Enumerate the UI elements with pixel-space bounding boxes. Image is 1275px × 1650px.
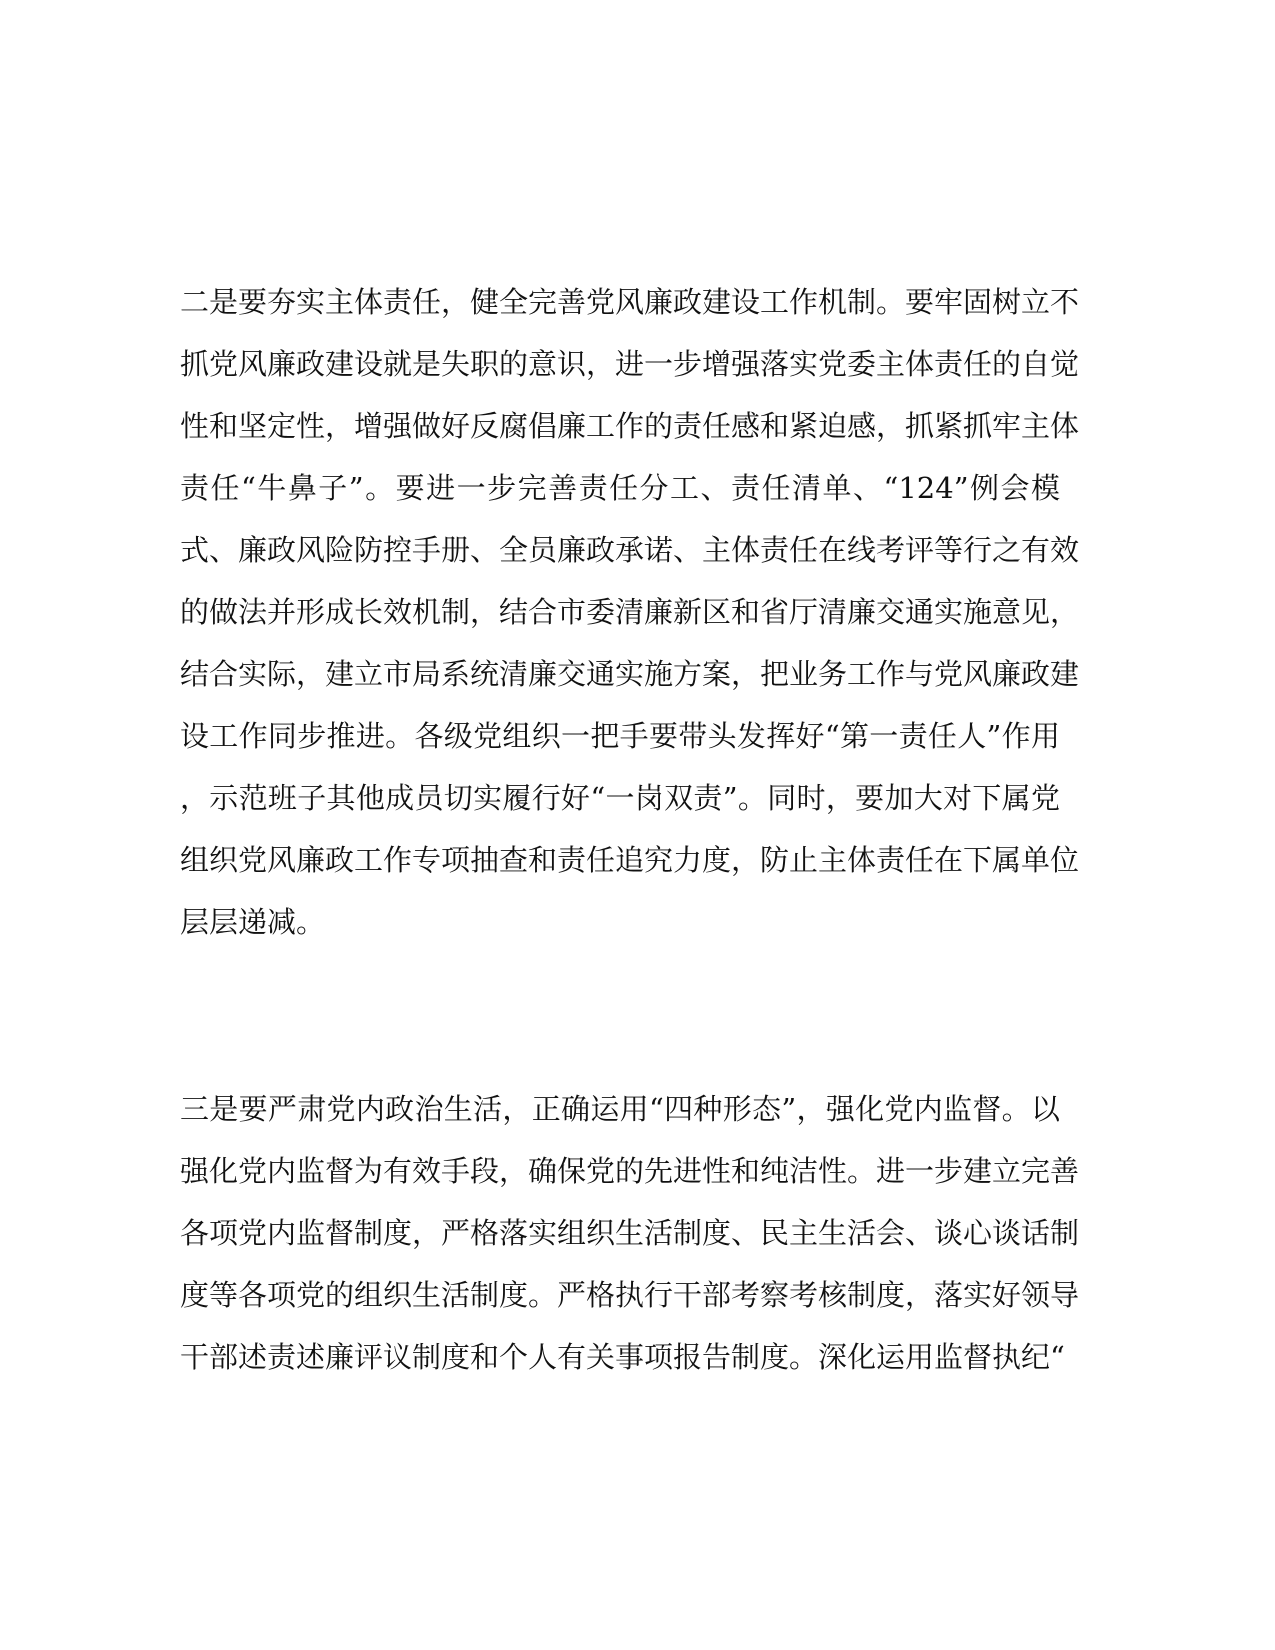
paragraph-line: 设工作同步推进。各级党组织一把手要带头发挥好“第一责任人”作用: [180, 719, 1060, 753]
paragraph-line: 性和坚定性，增强做好反腐倡廉工作的责任感和紧迫感，抓紧抓牢主体: [180, 409, 1080, 443]
paragraph-line: 结合实际，建立市局系统清廉交通实施方案，把业务工作与党风廉政建: [180, 657, 1080, 691]
paragraph-line: 层层递减。: [180, 905, 326, 939]
paragraph-line: ，示范班子其他成员切实履行好“一岗双责”。同时，要加大对下属党: [180, 781, 1060, 815]
paragraph-line: 组织党风廉政工作专项抽查和责任追究力度，防止主体责任在下属单位: [180, 843, 1080, 877]
paragraph-line: 各项党内监督制度，严格落实组织生活制度、民主生活会、谈心谈话制: [180, 1216, 1080, 1250]
paragraph-line: 二是要夯实主体责任，健全完善党风廉政建设工作机制。要牢固树立不: [180, 285, 1080, 319]
paragraph-line: 抓党风廉政建设就是失职的意识，进一步增强落实党委主体责任的自觉: [180, 347, 1080, 381]
paragraph-line: 三是要严肃党内政治生活，正确运用“四种形态”，强化党内监督。以: [180, 1092, 1060, 1126]
paragraph-line: 度等各项党的组织生活制度。严格执行干部考察考核制度，落实好领导: [180, 1278, 1080, 1312]
paragraph-line: 强化党内监督为有效手段，确保党的先进性和纯洁性。进一步建立完善: [180, 1154, 1080, 1188]
paragraph-line: 式、廉政风险防控手册、全员廉政承诺、主体责任在线考评等行之有效: [180, 533, 1080, 567]
paragraph-line: 的做法并形成长效机制，结合市委清廉新区和省厅清廉交通实施意见，: [180, 595, 1080, 629]
paragraph-line: 干部述责述廉评议制度和个人有关事项报告制度。深化运用监督执纪“: [180, 1340, 1065, 1374]
paragraph-line: 责任“牛鼻子”。要进一步完善责任分工、责任清单、“124”例会模: [180, 471, 1060, 505]
